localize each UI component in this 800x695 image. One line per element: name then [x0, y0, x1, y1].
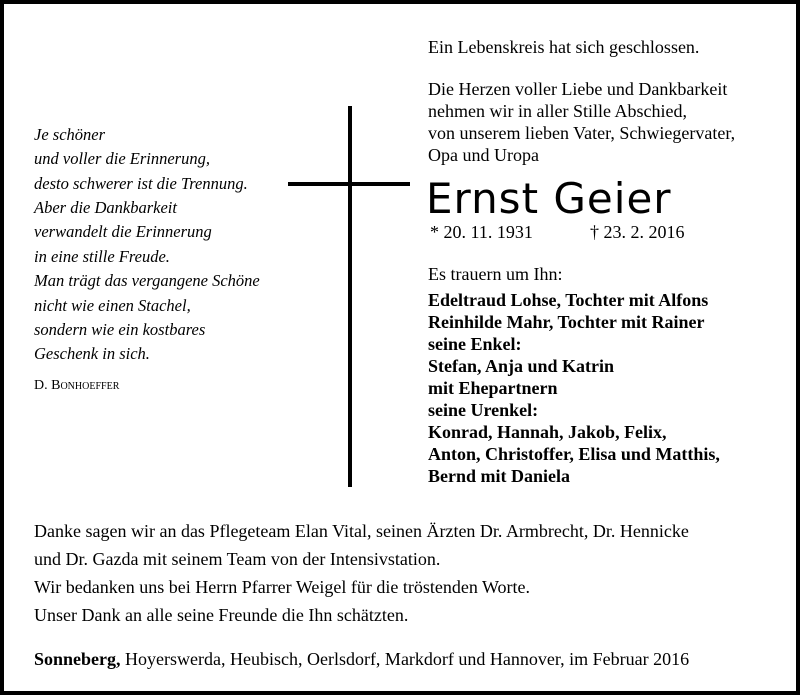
announcement-heading: Ein Lebenskreis hat sich geschlossen.	[428, 37, 700, 57]
quote-author	[34, 378, 119, 394]
quote-line: Man trägt das vergangene Schöne	[34, 271, 260, 290]
cross-vertical-bar	[348, 106, 352, 487]
intro-line: Die Herzen voller Liebe und Dankbarkeit	[428, 79, 728, 99]
quote-line: verwandelt die Erinnerung	[34, 222, 212, 241]
cross-horizontal-bar	[288, 182, 410, 186]
thanks-line: Wir bedanken uns bei Herrn Pfarrer Weigel für die tröstenden Worte.	[34, 577, 531, 597]
place-main: Sonneberg,	[34, 649, 121, 669]
mourner-line: seine Urenkel:	[428, 400, 539, 420]
intro-line: Opa und Uropa	[428, 145, 539, 165]
deceased-name: Ernst Geier	[426, 174, 672, 223]
thanks-line: Unser Dank an alle seine Freunde die Ihn schätzten.	[34, 605, 409, 625]
mourner-line: Edeltraud Lohse, Tochter mit Alfons	[428, 290, 709, 310]
intro-line: nehmen wir in aller Stille Abschied,	[428, 101, 687, 121]
quote-line: Aber die Dankbarkeit	[34, 198, 177, 217]
mourner-line: Konrad, Hannah, Jakob, Felix,	[428, 422, 667, 442]
mourner-line: Anton, Christoffer, Elisa und Matthis,	[428, 444, 720, 464]
intro-line: von unserem lieben Vater, Schwiegervater,	[428, 123, 736, 143]
thanks-line: und Dr. Gazda mit seinem Team von der Intensivstation.	[34, 549, 441, 569]
quote-line: in eine stille Freude.	[34, 247, 170, 266]
thanks-line: Danke sagen wir an das Pflegeteam Elan Vital, seinen Ärzten Dr. Armbrecht, Dr. Hennicke	[34, 521, 689, 541]
place-others: Hoyerswerda, Heubisch, Oerlsdorf, Markdorf und Hannover, im Februar 2016	[120, 649, 690, 669]
mourner-line: Reinhilde Mahr, Tochter mit Rainer	[428, 312, 705, 332]
death-date: † 23. 2. 2016	[590, 222, 685, 242]
quote-line: nicht wie einen Stachel,	[34, 296, 191, 315]
mourner-line: mit Ehepartnern	[428, 378, 558, 398]
mourner-line: Bernd mit Daniela	[428, 466, 570, 486]
birth-date: * 20. 11. 1931	[430, 222, 533, 242]
quote-line: Geschenk in sich.	[34, 344, 150, 363]
quote-line: Je schöner	[34, 125, 106, 144]
mourner-line: seine Enkel:	[428, 334, 522, 354]
author-surname: Bonhoeffer	[51, 378, 120, 393]
place-date-line	[34, 649, 689, 670]
mourners-heading: Es trauern um Ihn:	[428, 264, 563, 284]
quote-line: sondern wie ein kostbares	[34, 320, 206, 339]
author-initial: D.	[34, 378, 52, 393]
mourner-line: Stefan, Anja und Katrin	[428, 356, 615, 376]
quote-line: desto schwerer ist die Trennung.	[34, 174, 248, 193]
quote-line: und voller die Erinnerung,	[34, 149, 210, 168]
